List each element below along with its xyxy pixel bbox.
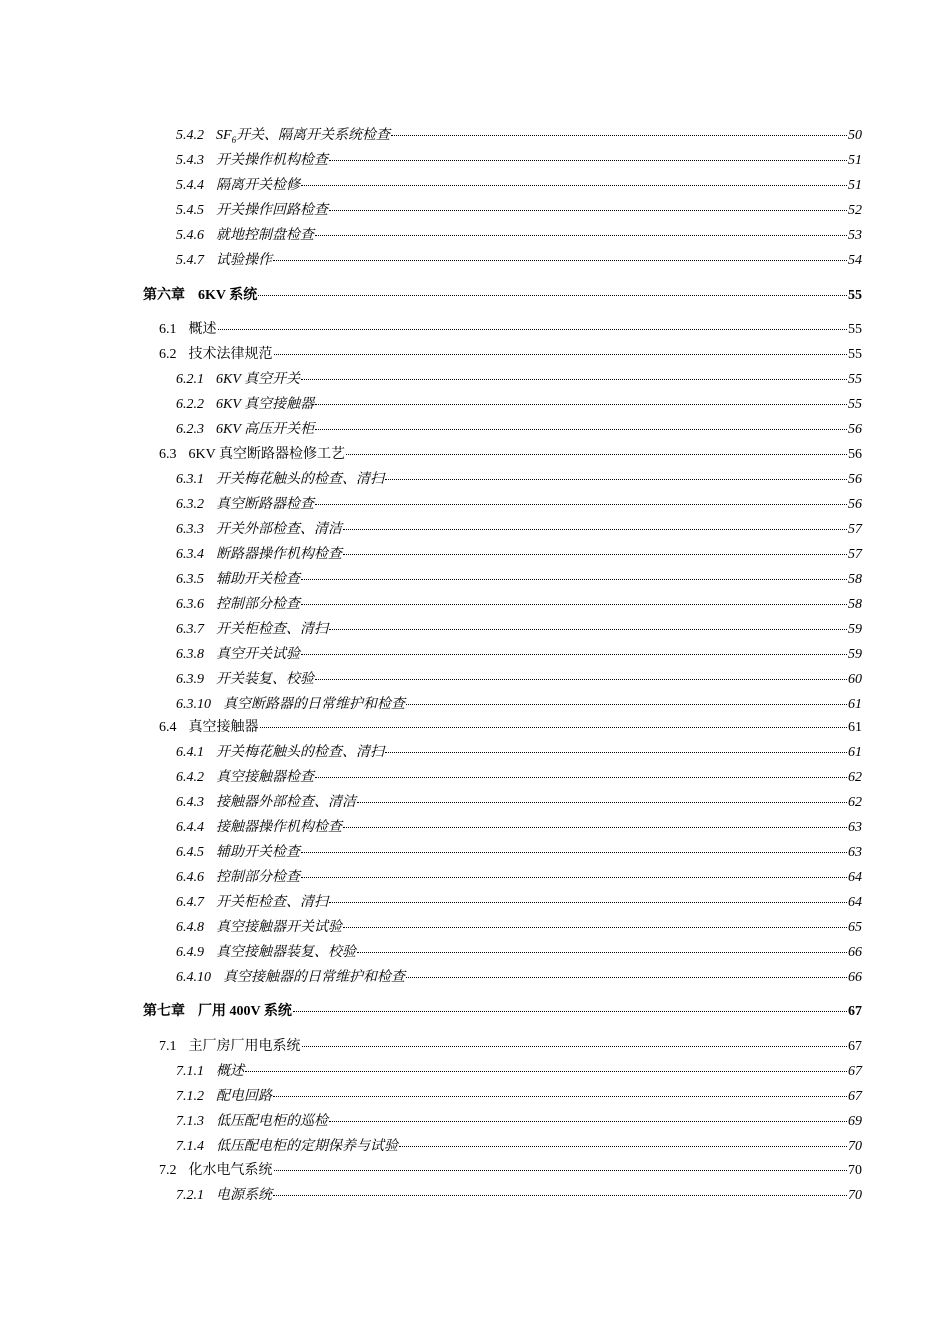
toc-dot-leader <box>399 1145 847 1147</box>
toc-entry-number: 5.4.4 <box>176 178 204 193</box>
toc-entry-title: 低压配电柜的定期保养与试验 <box>216 1139 398 1154</box>
toc-subsection-entry[interactable] <box>176 176 862 196</box>
toc-subsection-entry[interactable] <box>176 768 862 788</box>
toc-page-number: 65 <box>848 920 862 935</box>
toc-page-number: 60 <box>848 672 862 687</box>
toc-dot-leader <box>301 851 847 853</box>
toc-subsection-entry[interactable] <box>176 595 862 615</box>
toc-subsection-entry[interactable] <box>176 968 862 988</box>
toc-dot-leader <box>346 453 847 455</box>
toc-page-number: 61 <box>848 720 862 735</box>
toc-subsection-entry[interactable] <box>176 1112 862 1132</box>
toc-subsection-entry[interactable] <box>176 1186 862 1206</box>
toc-section-entry[interactable] <box>159 1037 862 1057</box>
toc-subsection-entry[interactable] <box>176 620 862 640</box>
toc-dot-leader <box>301 578 847 580</box>
toc-entry-title: 6KV 系统 <box>198 288 258 303</box>
toc-entry-title: 控制部分检查 <box>216 870 300 885</box>
toc-dot-leader <box>315 678 847 680</box>
toc-entry-title: 开关梅花触头的检查、清扫 <box>216 745 384 760</box>
toc-entry-number: 7.1 <box>159 1039 177 1054</box>
toc-page-number: 67 <box>848 1004 862 1019</box>
toc-entry-number: 6.2.3 <box>176 422 204 437</box>
toc-section-entry[interactable] <box>159 1161 862 1181</box>
toc-dot-leader <box>301 876 847 878</box>
toc-subsection-entry[interactable] <box>176 395 862 415</box>
toc-entry-title: 开关操作机构检查 <box>216 153 328 168</box>
toc-dot-leader <box>343 826 847 828</box>
toc-dot-leader <box>218 328 848 330</box>
toc-subsection-entry[interactable] <box>176 743 862 763</box>
toc-page-number: 51 <box>848 153 862 168</box>
toc-page-number: 66 <box>848 945 862 960</box>
toc-entry-title: 隔离开关检修 <box>216 178 300 193</box>
toc-dot-leader <box>343 553 847 555</box>
toc-entry-title: 主厂房厂用电系统 <box>188 1039 301 1054</box>
toc-entry-title: 试验操作 <box>216 253 272 268</box>
toc-page-number: 55 <box>848 322 862 337</box>
toc-entry-title: 概述 <box>188 322 217 337</box>
toc-dot-leader <box>273 1095 847 1097</box>
toc-entry-title: 辅助开关检查 <box>216 572 300 587</box>
toc-entry-title <box>216 126 390 146</box>
toc-page-number: 52 <box>848 203 862 218</box>
toc-entry-title: 真空接触器 <box>188 720 259 735</box>
toc-entry-title: 厂用 400V 系统 <box>198 1004 292 1019</box>
toc-page-number: 70 <box>848 1188 862 1203</box>
toc-dot-leader <box>343 528 847 530</box>
toc-entry-title: 开关操作回路检查 <box>216 203 328 218</box>
toc-entry-number: 6.2 <box>159 347 177 362</box>
toc-entry-number: 第六章 <box>143 288 185 303</box>
toc-page-number: 62 <box>848 770 862 785</box>
toc-page-number: 50 <box>848 128 862 143</box>
toc-entry-title: 开关外部检查、清洁 <box>216 522 342 537</box>
toc-page-number: 55 <box>848 372 862 387</box>
toc-subsection-entry[interactable] <box>176 943 862 963</box>
toc-page-number: 54 <box>848 253 862 268</box>
toc-entry-number: 7.2.1 <box>176 1188 204 1203</box>
toc-page-number: 70 <box>848 1163 862 1178</box>
toc-page-number: 67 <box>848 1064 862 1079</box>
toc-section-entry[interactable] <box>159 345 862 365</box>
toc-entry-title: 控制部分检查 <box>216 597 300 612</box>
toc-page-number: 63 <box>848 820 862 835</box>
toc-dot-leader <box>329 628 847 630</box>
toc-dot-leader <box>301 603 847 605</box>
toc-page-number: 55 <box>848 347 862 362</box>
toc-entry-title: 开关梅花触头的检查、清扫 <box>216 472 384 487</box>
toc-entry-number: 6.4.6 <box>176 870 204 885</box>
toc-page-number: 64 <box>848 870 862 885</box>
toc-dot-leader <box>301 378 847 380</box>
toc-chapter-entry[interactable] <box>143 1002 862 1022</box>
toc-entry-number: 6.2.1 <box>176 372 204 387</box>
toc-dot-leader <box>274 353 848 355</box>
toc-entry-title-text: 开关、隔离开关系统检查 <box>236 128 391 143</box>
toc-dot-leader <box>315 403 847 405</box>
toc-page-number: 70 <box>848 1139 862 1154</box>
toc-entry-number: 5.4.3 <box>176 153 204 168</box>
toc-dot-leader <box>301 184 847 186</box>
toc-subsection-entry[interactable] <box>176 545 862 565</box>
toc-page-number: 67 <box>848 1089 862 1104</box>
toc-entry-number: 6.3 <box>159 447 177 462</box>
toc-chapter-entry[interactable] <box>143 286 862 306</box>
toc-page-number: 57 <box>848 522 862 537</box>
toc-entry-number: 5.4.6 <box>176 228 204 243</box>
toc-page-number: 59 <box>848 647 862 662</box>
toc-entry-title: 6KV 真空接触器 <box>216 397 315 412</box>
toc-page-number: 55 <box>848 288 862 303</box>
toc-page-number: 51 <box>848 178 862 193</box>
toc-section-entry[interactable] <box>159 718 862 738</box>
toc-entry-title: 真空接触器的日常维护和检查 <box>223 970 405 985</box>
toc-entry-number: 7.2 <box>159 1163 177 1178</box>
toc-entry-number: 5.4.7 <box>176 253 204 268</box>
toc-section-entry[interactable] <box>159 445 862 465</box>
toc-entry-number: 6.3.10 <box>176 697 211 712</box>
toc-subsection-entry[interactable] <box>176 868 862 888</box>
toc-entry-number: 6.4.2 <box>176 770 204 785</box>
toc-entry-title: 接触器外部检查、清洁 <box>216 795 356 810</box>
toc-entry-title: 开关装复、校验 <box>216 672 314 687</box>
toc-dot-leader <box>273 1194 847 1196</box>
toc-entry-number: 6.4.3 <box>176 795 204 810</box>
toc-dot-leader <box>357 801 847 803</box>
toc-entry-number: 7.1.1 <box>176 1064 204 1079</box>
toc-subsection-entry[interactable] <box>176 893 862 913</box>
toc-page-number: 66 <box>848 970 862 985</box>
toc-subsection-entry[interactable] <box>176 570 862 590</box>
toc-entry-title: 6KV 真空开关 <box>216 372 301 387</box>
toc-entry-number: 6.1 <box>159 322 177 337</box>
toc-dot-leader <box>301 653 847 655</box>
toc-page-number: 58 <box>848 572 862 587</box>
toc-entry-title: 化水电气系统 <box>188 1163 273 1178</box>
toc-page-number: 56 <box>848 497 862 512</box>
toc-dot-leader <box>293 1010 847 1012</box>
toc-entry-number: 6.4.8 <box>176 920 204 935</box>
toc-dot-leader <box>385 751 847 753</box>
toc-subsection-entry[interactable] <box>176 251 862 271</box>
toc-entry-title: 接触器操作机构检查 <box>216 820 342 835</box>
toc-subsection-entry[interactable] <box>176 520 862 540</box>
toc-subsection-entry[interactable] <box>176 151 862 171</box>
toc-entry-title: 断路器操作机构检查 <box>216 547 342 562</box>
toc-page-number: 61 <box>848 697 862 712</box>
toc-dot-leader <box>315 503 847 505</box>
toc-dot-leader <box>329 209 847 211</box>
toc-dot-leader <box>385 478 847 480</box>
toc-entry-number: 6.3.1 <box>176 472 204 487</box>
toc-dot-leader <box>343 926 847 928</box>
toc-entry-title: 真空断路器检查 <box>216 497 314 512</box>
toc-subsection-entry[interactable] <box>176 645 862 665</box>
toc-entry-number: 7.1.2 <box>176 1089 204 1104</box>
toc-dot-leader <box>260 726 848 728</box>
toc-subsection-entry[interactable] <box>176 470 862 490</box>
toc-subsection-entry[interactable] <box>176 201 862 221</box>
toc-entry-title-subscript: 6 <box>231 134 237 145</box>
toc-page-number: 56 <box>848 472 862 487</box>
toc-entry-number: 6.4.1 <box>176 745 204 760</box>
toc-entry-number: 6.4.7 <box>176 895 204 910</box>
toc-subsection-entry[interactable] <box>176 1087 862 1107</box>
toc-page-number: 67 <box>848 1039 862 1054</box>
toc-page-number: 55 <box>848 397 862 412</box>
toc-subsection-entry[interactable] <box>176 695 862 715</box>
toc-entry-number: 6.3.2 <box>176 497 204 512</box>
toc-entry-title: 配电回路 <box>216 1089 272 1104</box>
toc-entry-title: 6KV 真空断路器检修工艺 <box>188 447 345 462</box>
toc-entry-title: 技术法律规范 <box>188 347 273 362</box>
toc-entry-title: 开关柜检查、清扫 <box>216 622 328 637</box>
toc-subsection-entry[interactable] <box>176 1062 862 1082</box>
toc-entry-number: 6.4.4 <box>176 820 204 835</box>
toc-dot-leader <box>315 428 847 430</box>
toc-entry-number: 6.3.5 <box>176 572 204 587</box>
toc-entry-number: 6.3.7 <box>176 622 204 637</box>
toc-dot-leader <box>329 159 847 161</box>
toc-entry-title: 真空断路器的日常维护和检查 <box>223 697 405 712</box>
toc-page-number: 53 <box>848 228 862 243</box>
toc-entry-number: 6.4 <box>159 720 177 735</box>
toc-dot-leader <box>315 776 847 778</box>
toc-entry-title: 低压配电柜的巡检 <box>216 1114 328 1129</box>
toc-entry-number: 5.4.2 <box>176 128 204 143</box>
toc-subsection-entry[interactable] <box>176 670 862 690</box>
toc-dot-leader <box>245 1070 847 1072</box>
toc-dot-leader <box>357 951 847 953</box>
toc-entry-number: 6.2.2 <box>176 397 204 412</box>
toc-subsection-entry[interactable] <box>176 495 862 515</box>
toc-dot-leader <box>302 1045 848 1047</box>
toc-entry-number: 6.4.5 <box>176 845 204 860</box>
toc-subsection-entry[interactable] <box>176 420 862 440</box>
toc-entry-title: 真空接触器装复、校验 <box>216 945 356 960</box>
toc-dot-leader <box>406 703 847 705</box>
toc-entry-title: 电源系统 <box>216 1188 272 1203</box>
toc-entry-number: 6.3.3 <box>176 522 204 537</box>
toc-entry-number: 7.1.4 <box>176 1139 204 1154</box>
toc-entry-number: 6.3.9 <box>176 672 204 687</box>
toc-entry-title: 概述 <box>216 1064 244 1079</box>
toc-dot-leader <box>391 134 847 136</box>
toc-dot-leader <box>273 259 847 261</box>
toc-dot-leader <box>329 901 847 903</box>
toc-entry-title: 辅助开关检查 <box>216 845 300 860</box>
toc-entry-number: 6.3.6 <box>176 597 204 612</box>
toc-entry-title: 开关柜检查、清扫 <box>216 895 328 910</box>
toc-entry-title: 真空开关试验 <box>216 647 300 662</box>
toc-subsection-entry[interactable] <box>176 126 862 146</box>
toc-entry-number: 6.4.10 <box>176 970 211 985</box>
toc-entry-title: 真空接触器检查 <box>216 770 314 785</box>
toc-entry-title: 6KV 高压开关柜 <box>216 422 315 437</box>
toc-entry-number: 6.3.8 <box>176 647 204 662</box>
toc-page-number: 58 <box>848 597 862 612</box>
toc-subsection-entry[interactable] <box>176 370 862 390</box>
toc-subsection-entry[interactable] <box>176 818 862 838</box>
toc-dot-leader <box>258 294 847 296</box>
toc-subsection-entry[interactable] <box>176 793 862 813</box>
toc-page-number: 69 <box>848 1114 862 1129</box>
toc-page-number: 57 <box>848 547 862 562</box>
toc-page-number: 64 <box>848 895 862 910</box>
toc-entry-number: 第七章 <box>143 1004 185 1019</box>
toc-page-number: 61 <box>848 745 862 760</box>
toc-subsection-entry[interactable] <box>176 1137 862 1157</box>
toc-dot-leader <box>329 1120 847 1122</box>
toc-entry-number: 5.4.5 <box>176 203 204 218</box>
toc-dot-leader <box>406 976 847 978</box>
toc-page-number: 63 <box>848 845 862 860</box>
toc-page-number: 59 <box>848 622 862 637</box>
toc-entry-number: 6.3.4 <box>176 547 204 562</box>
toc-entry-title: 就地控制盘检查 <box>216 228 314 243</box>
toc-page-number: 56 <box>848 447 862 462</box>
toc-page-number: 62 <box>848 795 862 810</box>
toc-section-entry[interactable] <box>159 320 862 340</box>
toc-subsection-entry[interactable] <box>176 226 862 246</box>
toc-dot-leader <box>274 1169 848 1171</box>
toc-entry-title: 真空接触器开关试验 <box>216 920 342 935</box>
toc-entry-title-prefix: SF <box>216 128 232 143</box>
toc-entry-number: 7.1.3 <box>176 1114 204 1129</box>
toc-entry-number: 6.4.9 <box>176 945 204 960</box>
toc-subsection-entry[interactable] <box>176 918 862 938</box>
toc-dot-leader <box>315 234 847 236</box>
toc-subsection-entry[interactable] <box>176 843 862 863</box>
toc-page-number: 56 <box>848 422 862 437</box>
